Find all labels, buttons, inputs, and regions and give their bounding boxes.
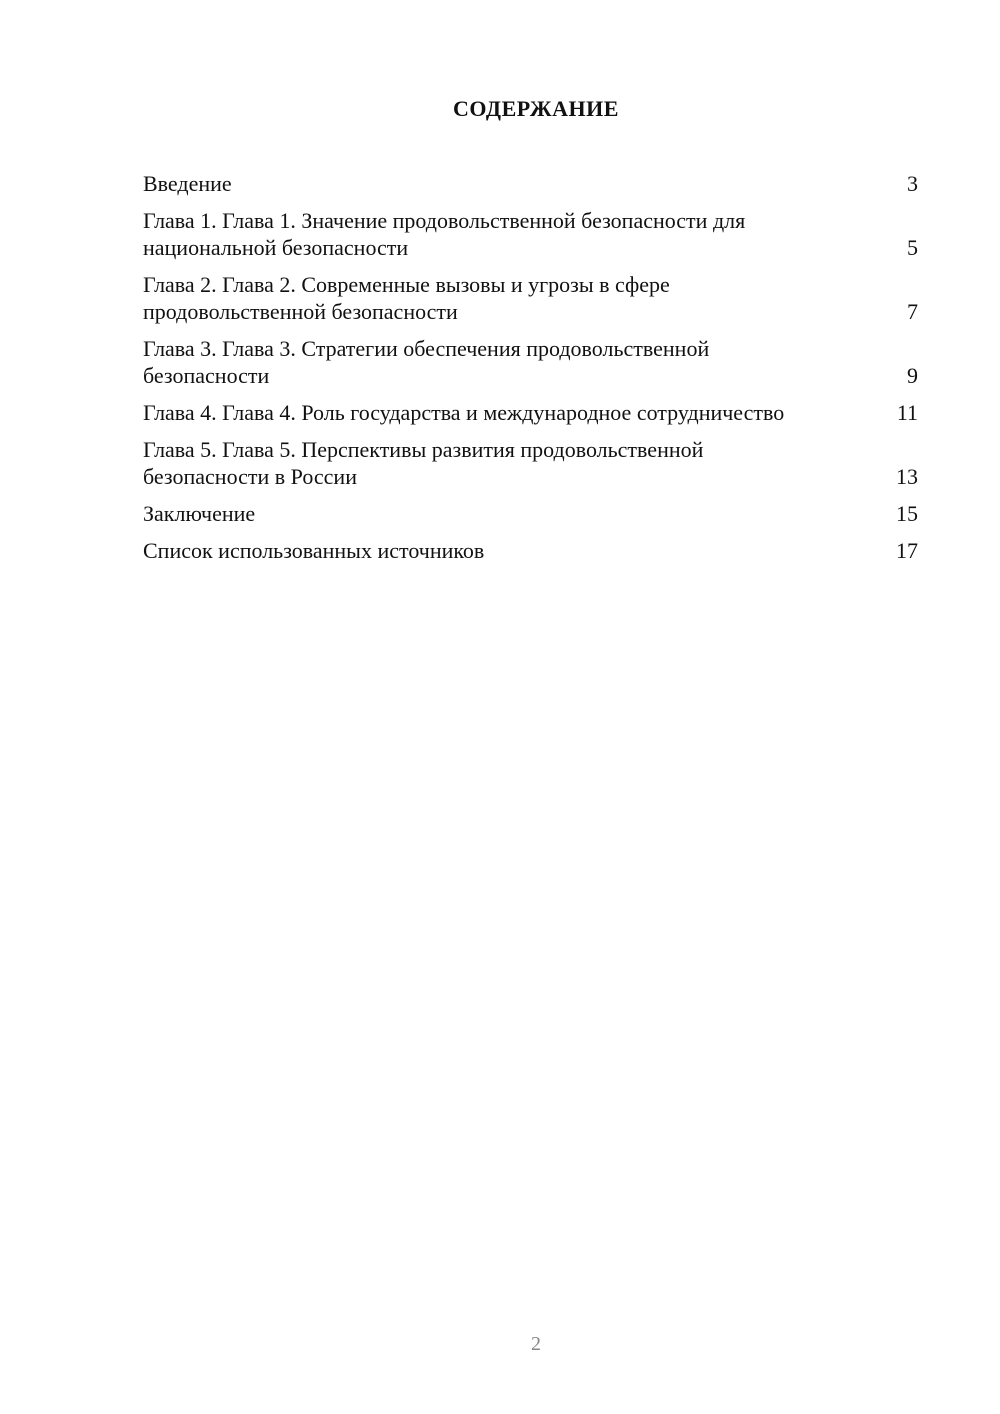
toc-entry-page: 3: [907, 171, 918, 196]
toc-entry-page: 7: [907, 299, 918, 324]
toc-entry-chapter-5[interactable]: [143, 436, 918, 490]
toc-entry-text: Заключение: [143, 501, 256, 526]
toc-entry-page: 9: [907, 363, 918, 388]
toc-entry-chapter-2[interactable]: [143, 271, 918, 325]
toc-entry-page: 13: [896, 464, 918, 489]
toc-entry-references[interactable]: [143, 537, 918, 564]
page-number: 2: [531, 1333, 541, 1355]
toc-entry-conclusion[interactable]: [143, 500, 918, 527]
toc-entry-chapter-1[interactable]: [143, 207, 918, 261]
toc-entry-introduction[interactable]: [143, 170, 918, 197]
toc-entry-page: 17: [896, 538, 918, 563]
toc-entry-chapter-3[interactable]: [143, 335, 918, 389]
toc-entry-text: Глава 2. Глава 2. Современные вызовы и угрозы в сфере продовольственной безопасности: [143, 272, 670, 324]
page-title: СОДЕРЖАНИЕ: [453, 96, 619, 121]
toc-entry-page: 11: [896, 400, 918, 425]
toc-entry-text: Глава 5. Глава 5. Перспективы развития продовольственной безопасности в России: [143, 437, 704, 489]
toc-entry-text: Глава 3. Глава 3. Стратегии обеспечения продовольственной безопасности: [143, 336, 710, 388]
toc-entry-text: Глава 4. Глава 4. Роль государства и международное сотрудничество: [143, 400, 785, 425]
toc-entry-page: 15: [896, 501, 918, 526]
toc-entry-text: Список использованных источников: [143, 538, 485, 563]
toc-entry-text: Введение: [143, 171, 232, 196]
table-of-contents: [143, 170, 918, 574]
toc-entry-chapter-4[interactable]: [143, 399, 918, 426]
toc-entry-page: 5: [907, 235, 918, 260]
toc-entry-text: Глава 1. Глава 1. Значение продовольственной безопасности для национальной безопасности: [143, 208, 746, 260]
